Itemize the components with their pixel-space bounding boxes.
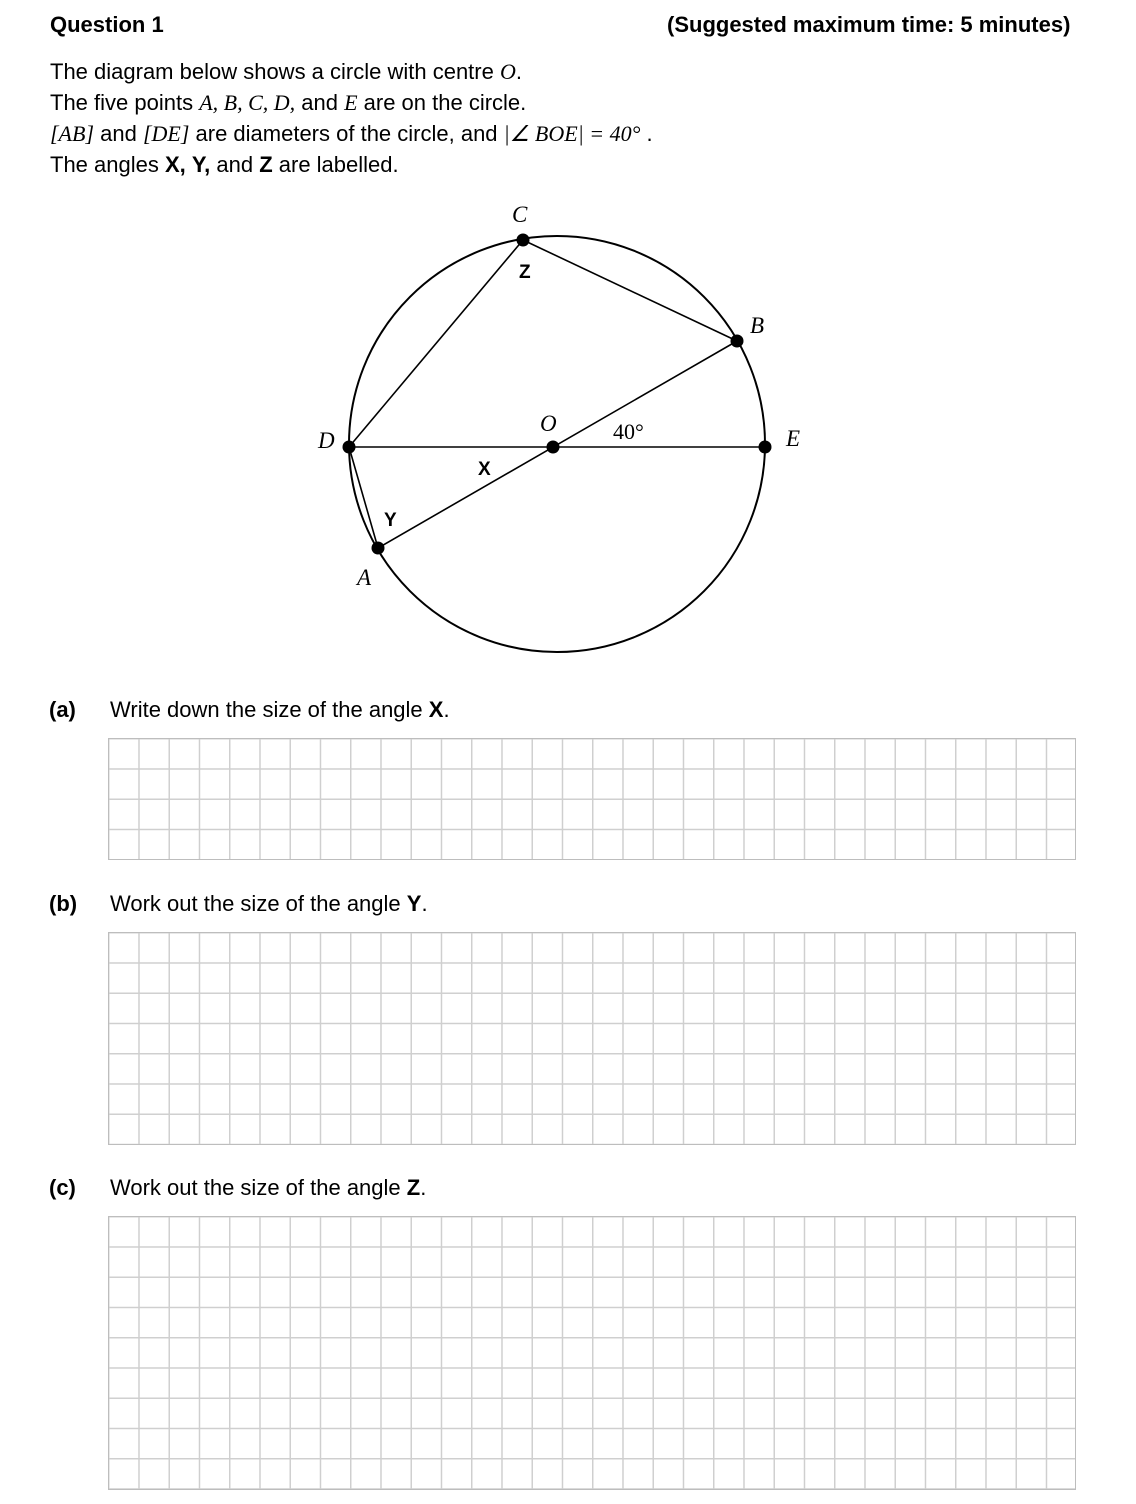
part-a-text: Write down the size of the angle X. [110, 697, 450, 722]
part-b-label: (b) [49, 891, 78, 916]
part-b-text: Work out the size of the angle Y. [110, 891, 428, 916]
intro-line-2: The five points A, B, C, D, and E are on the circle. [50, 90, 527, 115]
angle-z-label: Z [519, 262, 531, 283]
part-c-label: (c) [49, 1175, 76, 1200]
point-b [731, 335, 744, 348]
part-c [49, 1175, 1049, 1205]
point-o [547, 441, 560, 454]
angle-x-label: X [478, 459, 491, 480]
angle-boe-value: 40° [613, 419, 644, 444]
answer-grid-c[interactable] [108, 1216, 1076, 1490]
label-c: C [512, 202, 528, 227]
label-d: D [318, 428, 335, 453]
answer-grid-b[interactable] [108, 932, 1076, 1145]
label-b: B [750, 313, 765, 338]
intro-line-4: The angles X, Y, and Z are labelled. [50, 152, 399, 177]
part-a-label: (a) [49, 697, 76, 722]
chord-cb [523, 240, 737, 341]
label-o: O [540, 411, 557, 436]
intro-line-1: The diagram below shows a circle with centre O. [50, 59, 522, 84]
part-c-text: Work out the size of the angle Z. [110, 1175, 427, 1200]
point-c [517, 234, 530, 247]
question-title: Question 1 [50, 12, 164, 37]
chord-da [349, 447, 378, 548]
angle-y-label: Y [384, 510, 397, 531]
answer-grid-a[interactable] [108, 738, 1076, 860]
point-e [759, 441, 772, 454]
point-a [372, 542, 385, 555]
time-note: (Suggested maximum time: 5 minutes) [667, 12, 1071, 37]
part-b [49, 891, 1049, 921]
intro-line-3: [AB] and [DE] are diameters of the circle, and |∠ BOE| = 40° . [50, 121, 653, 146]
label-a: A [357, 565, 372, 590]
part-a [49, 697, 1049, 727]
label-e: E [786, 426, 801, 451]
circle-diagram [0, 0, 1136, 680]
point-d [343, 441, 356, 454]
